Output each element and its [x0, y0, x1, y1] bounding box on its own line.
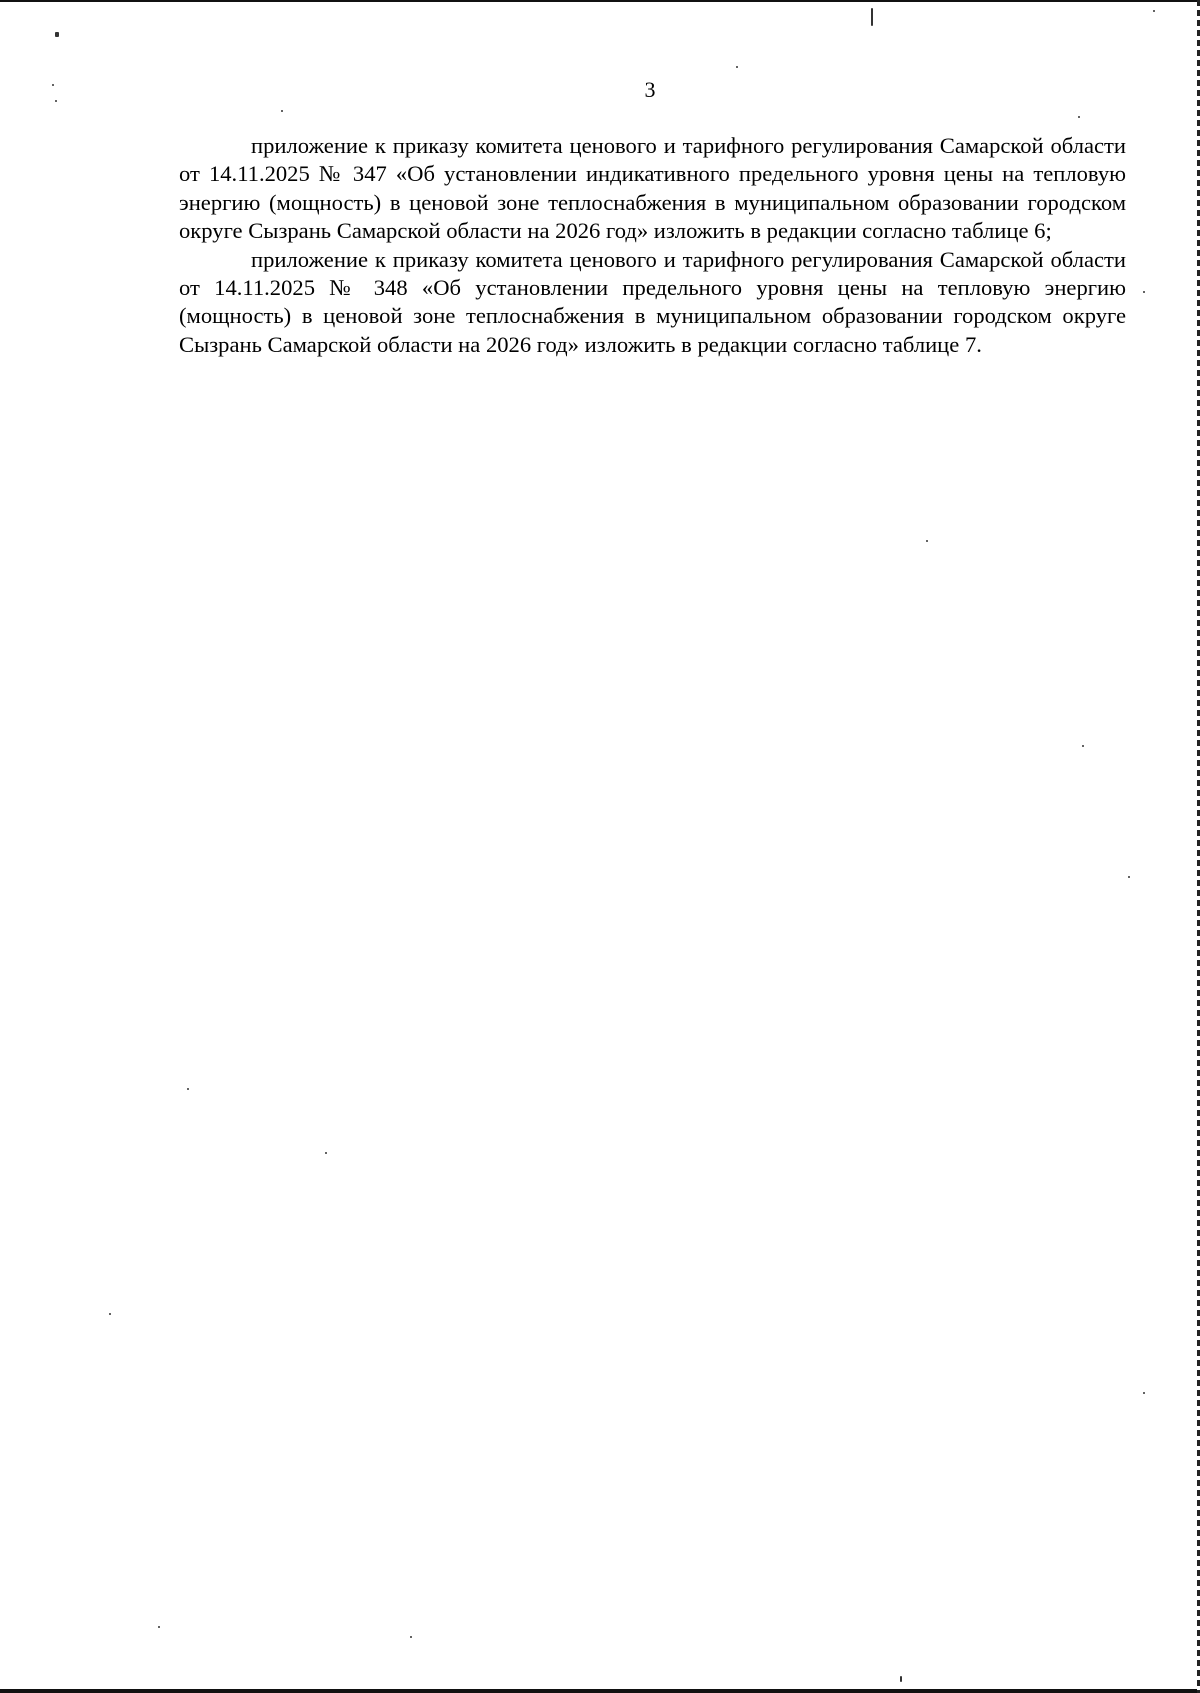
scan-speck	[109, 1313, 111, 1315]
scan-speck	[1143, 291, 1145, 293]
scan-speck	[871, 8, 873, 26]
scan-speck	[52, 84, 54, 86]
scan-speck	[900, 1676, 902, 1682]
scan-speck	[1078, 116, 1080, 118]
document-body	[179, 132, 1126, 359]
scan-speck	[1128, 876, 1130, 878]
scan-speck	[736, 66, 738, 68]
scan-speck	[55, 32, 59, 37]
scan-speck	[1153, 10, 1155, 12]
scan-speck	[1082, 745, 1084, 747]
paragraph-table-6: приложение к приказу комитета ценового и тарифного регулирования Самарской области от 14.11.2025 № 347 «Об установлении индикативного предельного уровня цены на тепловую энергию (мощность) в ценовой зоне теплоснабжения в муниципальном образовании городском округе Сызрань Самарской области на 2026 год» изложить в редакции согласно таблице 6;	[179, 133, 1126, 244]
scan-speck	[281, 110, 283, 112]
scan-speck	[1143, 1392, 1145, 1394]
scan-edge-top	[0, 0, 1200, 2]
page-number: 3	[644, 77, 656, 102]
scan-edge-bottom	[0, 1689, 1200, 1693]
scan-speck	[926, 540, 928, 542]
scan-speck	[55, 100, 57, 102]
scan-speck	[187, 1088, 189, 1090]
scan-speck	[410, 1636, 412, 1638]
paragraph-table-7: приложение к приказу комитета ценового и тарифного регулирования Самарской области от 14.11.2025 № 348 «Об установлении предельного уровня цены на тепловую энергию (мощность) в ценовой зоне теплоснабжения в муниципальном образовании городском округе Сызрань Самарской области на 2026 год» изложить в редакции согласно таблице 7.	[179, 246, 1126, 357]
scan-speck	[325, 1152, 327, 1154]
scan-speck	[158, 1626, 160, 1628]
